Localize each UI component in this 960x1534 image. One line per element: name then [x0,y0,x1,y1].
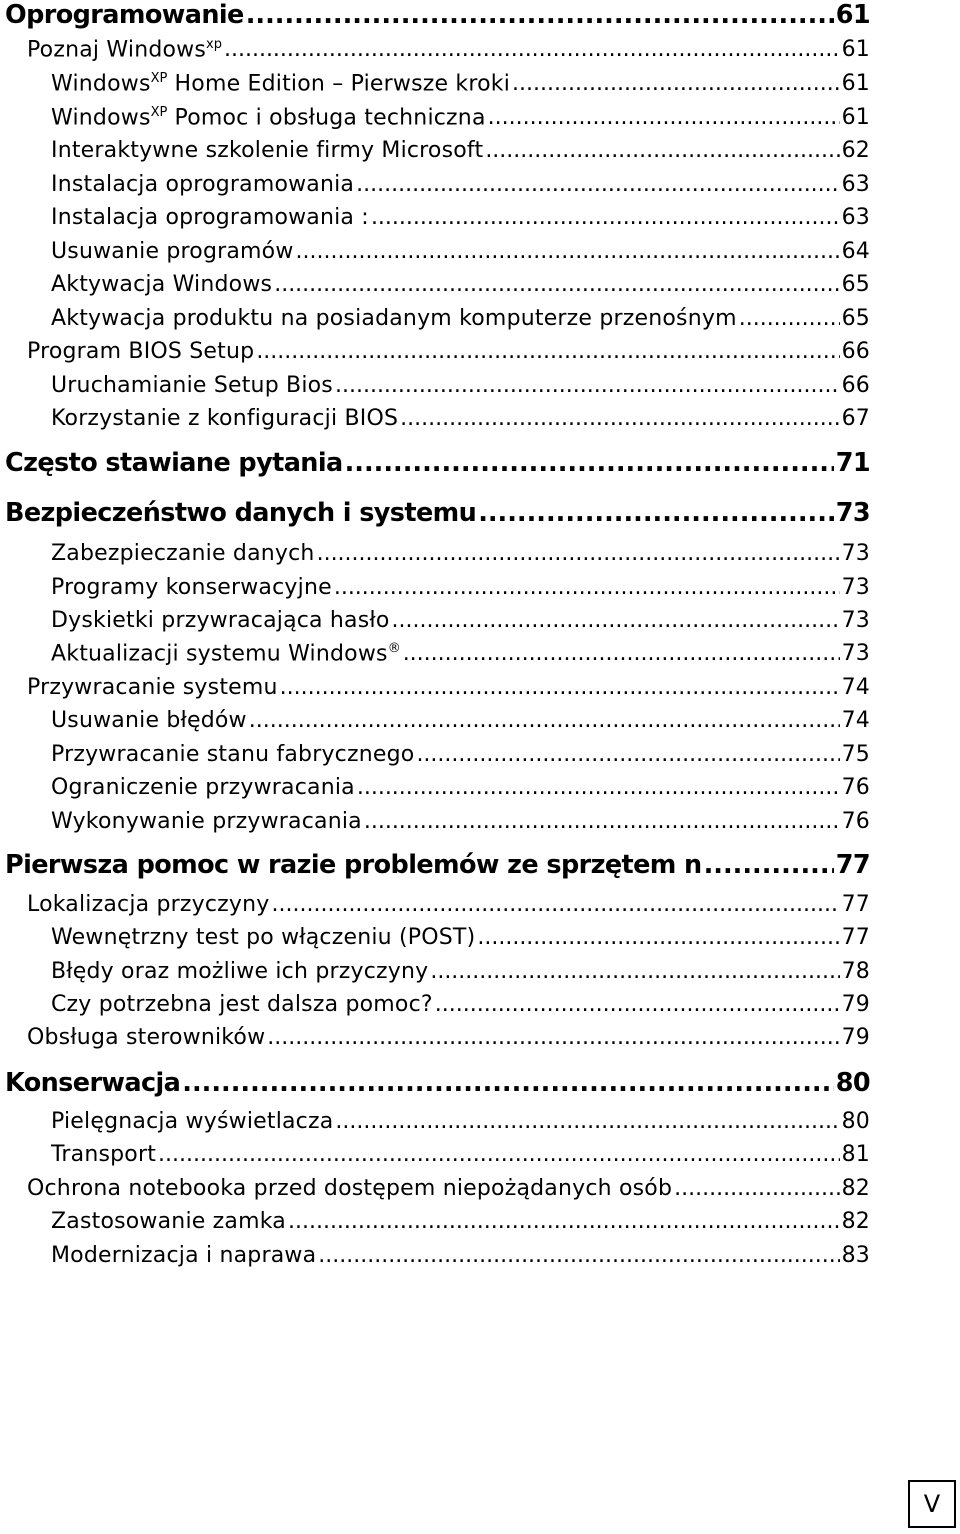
toc-entry-page: 79 [841,1025,870,1050]
toc-entry[interactable] [27,339,870,373]
toc-entry-page: 67 [841,406,870,431]
toc-entry[interactable] [27,892,870,926]
dot-leader [478,498,834,528]
toc-entry-title: Błędy oraz możliwe ich przyczyny [51,959,429,984]
toc-entry-page: 66 [841,373,870,398]
dot-leader [317,541,840,566]
dot-leader [267,1025,839,1050]
toc-entry[interactable] [51,641,870,675]
toc-entry-page: 66 [841,339,870,364]
page-number: V [923,1490,941,1518]
dot-leader [335,1109,839,1134]
toc-entry[interactable] [51,608,870,642]
dot-leader [674,1176,839,1201]
page-number-box [908,1480,956,1528]
toc-entry-title: Ograniczenie przywracania [51,775,355,800]
toc-entry[interactable] [51,1142,870,1176]
toc-entry[interactable] [51,105,870,139]
dot-leader [274,272,839,297]
toc-entry-page: 80 [835,1068,870,1098]
toc-entry-title: Usuwanie programów [51,239,294,264]
dot-leader [182,1068,833,1098]
toc-entry-page: 77 [841,892,870,917]
toc-entry[interactable] [51,138,870,172]
toc-entry[interactable] [51,172,870,206]
toc-entry-page: 73 [841,641,870,667]
toc-entry-title: Poznaj Windows$^{xp}$ [27,37,222,63]
toc-entry-page: 75 [841,742,870,767]
toc-entry[interactable] [5,448,870,482]
dot-leader [477,925,839,950]
dot-leader [400,406,839,431]
toc-entry-page: 76 [841,775,870,800]
toc-entry-title: Transport [51,1142,157,1167]
toc-entry-page: 74 [841,708,870,733]
toc-entry-page: 77 [835,850,870,880]
toc-entry[interactable] [51,373,870,407]
dot-leader [296,239,840,264]
toc-entry-title: Oprogramowanie [5,0,244,30]
toc-entry-page: 76 [841,809,870,834]
toc-entry[interactable] [51,708,870,742]
toc-entry-title: Zastosowanie zamka [51,1209,286,1234]
toc-entry[interactable] [51,575,870,609]
toc-entry-page: 83 [841,1243,870,1268]
toc-entry[interactable] [51,71,870,105]
toc-entry-page: 78 [841,959,870,984]
toc-entry-page: 73 [841,575,870,600]
toc-entry-title: Windows$^{XP}$ Home Edition – Pierwsze kroki [51,71,511,97]
toc-entry[interactable] [5,0,870,34]
dot-leader [256,339,839,364]
dot-leader [335,373,840,398]
dot-leader [334,575,840,600]
toc-entry-page: 73 [835,498,870,528]
superscript: ® [387,641,401,656]
toc-entry[interactable] [51,306,870,340]
toc-entry-page: 61 [841,105,870,131]
toc-entry[interactable] [51,205,870,239]
dot-leader [392,608,840,633]
toc-entry-title: Dyskietki przywracająca hasło [51,608,390,633]
dot-leader [704,850,834,880]
toc-entry-page: 61 [841,71,870,97]
toc-entry-title: Obsługa sterowników [27,1025,266,1050]
toc-entry-title: Usuwanie błędów [51,708,247,733]
toc-entry-page: 73 [841,541,870,566]
dot-leader [371,205,840,230]
toc-entry-title: Aktywacja produktu na posiadanym komputerze przenośnym [51,306,737,331]
toc-entry[interactable] [51,1209,870,1243]
superscript: XP [150,71,168,86]
toc-entry-title: Program BIOS Setup [27,339,255,364]
dot-leader [364,809,840,834]
toc-entry-title: Aktualizacji systemu Windows® [51,641,401,667]
dot-leader [249,708,840,733]
toc-entry[interactable] [5,498,870,532]
dot-leader [318,1243,839,1268]
dot-leader [512,71,840,96]
toc-entry-title: Pierwsza pomoc w razie problemów ze sprzętem n [5,850,702,880]
toc-entry-title: Windows$^{XP}$ Pomoc i obsługa techniczna [51,105,486,131]
toc-entry-title: Wykonywanie przywracania [51,809,362,834]
toc-entry-title: Korzystanie z konfiguracji BIOS [51,406,399,431]
toc-entry-page: 73 [841,608,870,633]
toc-entry-page: 61 [841,37,870,63]
toc-entry-page: 71 [835,448,870,478]
dot-leader [485,138,839,163]
toc-entry[interactable] [51,406,870,440]
toc-entry[interactable] [51,1109,870,1143]
toc-entry-title: Konserwacja [5,1068,181,1098]
toc-entry[interactable] [5,1068,870,1102]
toc-entry-title: Wewnętrzny test po włączeniu (POST) [51,925,476,950]
toc-entry-page: 64 [841,239,870,264]
toc-entry-page: 65 [841,306,870,331]
toc-entry[interactable] [51,959,870,993]
toc-entry-title: Instalacja oprogramowania [51,172,355,197]
dot-leader [288,1209,840,1234]
toc-entry-title: Interaktywne szkolenie firmy Microsoft [51,138,484,163]
dot-leader [416,742,839,767]
dot-leader [224,37,840,62]
dot-leader [246,0,834,30]
dot-leader [435,992,840,1017]
toc-entry-page: 63 [841,205,870,230]
toc-entry[interactable] [51,742,870,776]
toc-entry-title: Uruchamianie Setup Bios [51,373,333,398]
toc-entry[interactable] [51,1243,870,1277]
toc-entry-title: Przywracanie systemu [27,675,278,700]
toc-entry-page: 74 [841,675,870,700]
toc-entry-page: 82 [841,1176,870,1201]
dot-leader [357,775,840,800]
superscript: XP [150,105,168,120]
toc-entry-page: 82 [841,1209,870,1234]
toc-entry[interactable] [51,925,870,959]
dot-leader [158,1142,840,1167]
toc-entry[interactable] [27,37,870,71]
toc-entry-title: Instalacja oprogramowania : [51,205,369,230]
superscript: xp [206,37,222,52]
toc-entry-title: Bezpieczeństwo danych i systemu [5,498,477,528]
toc-entry-title: Pielęgnacja wyświetlacza [51,1109,334,1134]
dot-leader [403,641,840,666]
toc-entry[interactable] [27,675,870,709]
toc-entry-page: 79 [841,992,870,1017]
dot-leader [430,959,839,984]
toc-entry-page: 65 [841,272,870,297]
toc-entry-title: Często stawiane pytania [5,448,343,478]
toc-entry-title: Ochrona notebooka przed dostępem niepożądanych osób [27,1176,673,1201]
toc-entry[interactable] [27,1025,870,1059]
toc-entry-title: Czy potrzebna jest dalsza pomoc? [51,992,433,1017]
toc-entry-page: 80 [841,1109,870,1134]
toc-entry-page: 61 [835,0,870,30]
dot-leader [356,172,839,197]
toc-entry[interactable] [51,992,870,1026]
toc-entry-page: 81 [841,1142,870,1167]
toc-entry-title: Modernizacja i naprawa [51,1243,317,1268]
toc-entry[interactable] [5,850,870,884]
toc-entry[interactable] [51,272,870,306]
toc-entry-page: 77 [841,925,870,950]
toc-entry-title: Aktywacja Windows [51,272,273,297]
toc-entry[interactable] [51,541,870,575]
dot-leader [272,892,840,917]
dot-leader [488,105,840,130]
toc-entry-title: Lokalizacja przyczyny [27,892,270,917]
toc-entry-page: 63 [841,172,870,197]
toc-entry[interactable] [51,775,870,809]
toc-entry-title: Zabezpieczanie danych [51,541,315,566]
dot-leader [739,306,840,331]
toc-entry-title: Przywracanie stanu fabrycznego [51,742,415,767]
dot-leader [280,675,840,700]
toc-entry[interactable] [51,239,870,273]
toc-entry[interactable] [27,1176,870,1210]
toc-entry-title: Programy konserwacyjne [51,575,332,600]
dot-leader [345,448,834,478]
toc-entry[interactable] [51,809,870,843]
toc-entry-page: 62 [841,138,870,163]
